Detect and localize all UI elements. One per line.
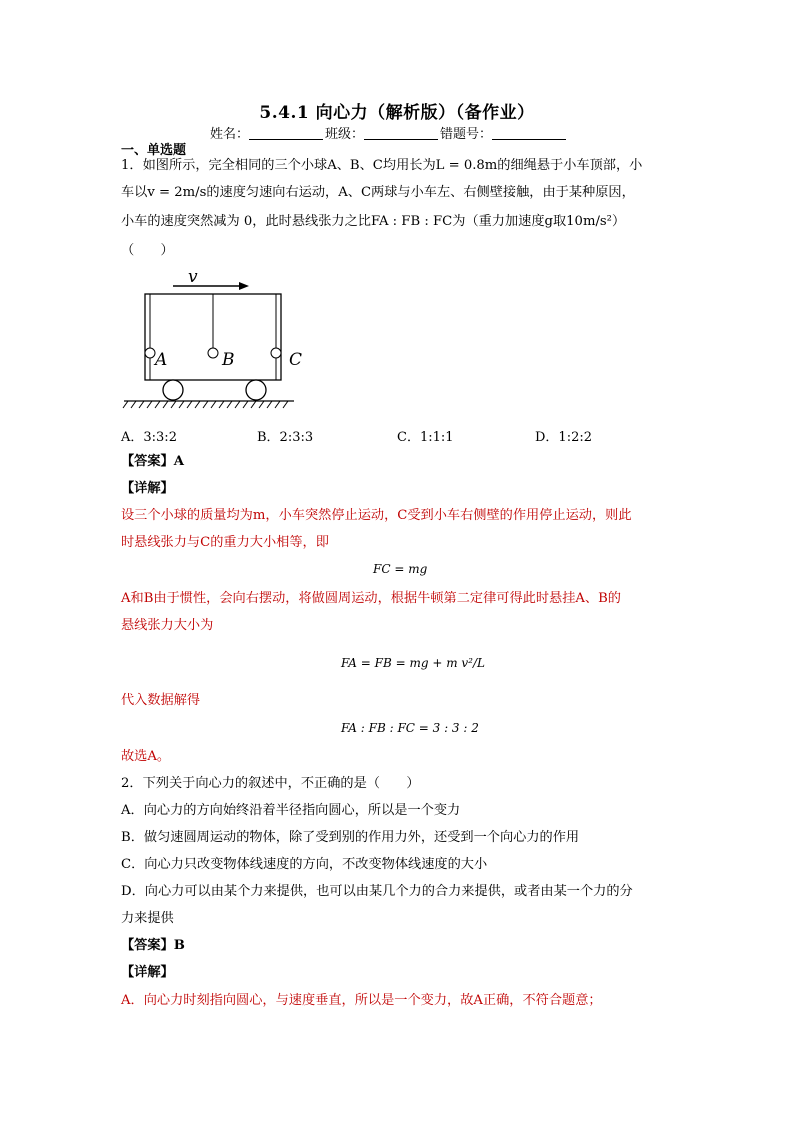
q1-explanation-line2: 时悬线张力与C的重力大小相等，即 — [121, 535, 329, 550]
q2-option-b: B．做匀速圆周运动的物体，除了受到别的作用力外，还受到一个向心力的作用 — [121, 830, 580, 845]
q1-stem-line3: 小车的速度突然减为 0，此时悬线张力之比FA : FB : FC为（重力加速度g取10m/s²） — [121, 214, 626, 229]
velocity-arrowhead — [239, 282, 249, 290]
q1-explanation-line4: 悬线张力大小为 — [121, 618, 214, 633]
q1-explanation-line3: A和B由于惯性，会向右摆动，将做圆周运动，根据牛顿第二定律可得此时悬挂A、B的 — [121, 591, 621, 606]
label-a: A — [155, 350, 168, 370]
q1-paren: （ ） — [121, 243, 174, 258]
class-blank — [364, 127, 438, 140]
name-blank — [249, 127, 323, 140]
label-b: B — [222, 350, 235, 370]
q1-explanation-line5: 代入数据解得 — [121, 693, 201, 708]
q1-option-d: D．1:2:2 — [535, 430, 592, 445]
q1-explanation-line6: 故选A。 — [121, 749, 171, 764]
q1-answer: 【答案】A — [121, 454, 184, 469]
student-info-row — [210, 123, 568, 142]
wrong-blank — [492, 127, 566, 140]
ball-b — [208, 348, 218, 358]
label-c: C — [289, 350, 303, 370]
q1-formula-3: FA : FB : FC = 3 : 3 : 2 — [341, 721, 479, 735]
q2-detail-label: 【详解】 — [121, 965, 174, 980]
class-label: 班级： — [325, 127, 365, 142]
wheel-right — [246, 380, 266, 400]
wheel-left — [163, 380, 183, 400]
q1-formula-1: FC = mg — [373, 562, 428, 576]
ball-a — [145, 348, 155, 358]
q2-option-d-line1: D．向心力可以由某个力来提供，也可以由某几个力的合力来提供，或者由某一个力的分 — [121, 884, 633, 899]
ball-c — [271, 348, 281, 358]
q1-stem-line2: 车以v = 2m/s的速度匀速向右运动，A、C两球与小车左、右侧壁接触，由于某种原因， — [121, 185, 635, 200]
q1-option-b: B．2:3:3 — [257, 430, 314, 445]
q2-option-c: C．向心力只改变物体线速度的方向，不改变物体线速度的大小 — [121, 857, 488, 872]
q2-option-a: A．向心力的方向始终沿着半径指向圆心，所以是一个变力 — [121, 803, 461, 818]
q1-figure — [118, 262, 303, 412]
q1-option-c: C．1:1:1 — [397, 430, 454, 445]
q1-detail-label: 【详解】 — [121, 481, 174, 496]
name-label: 姓名： — [210, 127, 250, 142]
q2-stem: 2．下列关于向心力的叙述中，不正确的是（ ） — [121, 776, 420, 791]
ground-hatching — [123, 401, 288, 408]
q2-explanation-line1: A．向心力时刻指向圆心，与速度垂直，所以是一个变力，故A正确，不符合题意； — [121, 993, 602, 1008]
page-title: 5.4.1 向心力（解析版）（备作业） — [259, 103, 535, 123]
q2-option-d-line2: 力来提供 — [121, 911, 174, 926]
q1-stem-line1: 1．如图所示，完全相同的三个小球A、B、C均用长为L = 0.8m的细绳悬于小车顶部，小 — [121, 158, 643, 173]
velocity-label: v — [188, 267, 198, 287]
wrong-label: 错题号： — [440, 127, 493, 142]
q2-answer: 【答案】B — [121, 938, 185, 953]
section-title: 一、单选题 — [121, 143, 187, 158]
q1-option-a: A．3:3:2 — [121, 430, 177, 445]
q1-formula-2: FA = FB = mg + m v²/L — [341, 656, 485, 670]
q1-explanation-line1: 设三个小球的质量均为m，小车突然停止运动，C受到小车右侧壁的作用停止运动，则此 — [121, 508, 632, 523]
